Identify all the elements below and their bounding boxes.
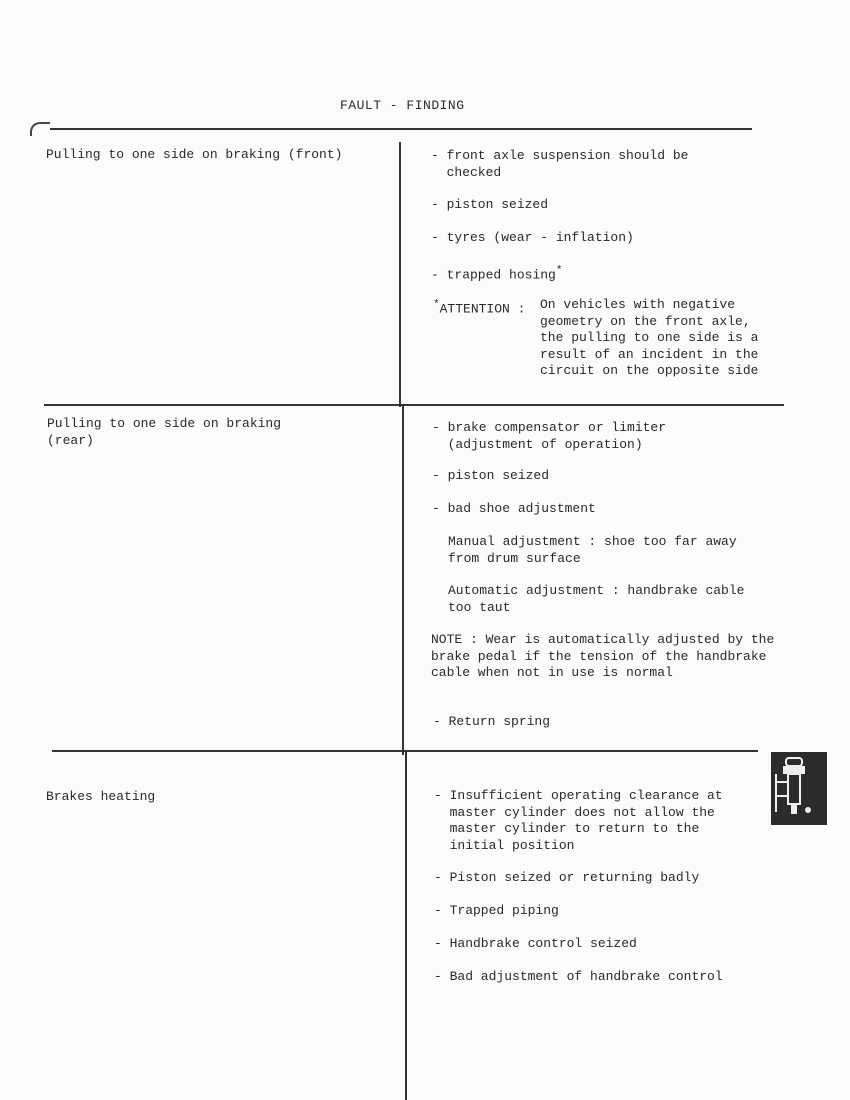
cause-item: - bad shoe adjustment [432, 501, 596, 516]
cause-item: - Return spring [433, 714, 551, 729]
asterisk: * [555, 265, 563, 277]
cause-item: - Handbrake control seized [434, 936, 637, 951]
cause-item: - tyres (wear - inflation) [431, 230, 634, 245]
section-divider [44, 404, 784, 406]
column-divider [399, 142, 401, 407]
corner-mark [30, 122, 50, 136]
section-tab [771, 752, 827, 825]
cause-item [431, 263, 562, 284]
cause-item: - piston seized [432, 468, 550, 483]
cause-item: - front axle suspension should be checked [431, 148, 689, 180]
symptom-front-pulling: Pulling to one side on braking (front) [46, 147, 343, 162]
symptom-rear-pulling: Pulling to one side on braking [47, 416, 282, 431]
asterisk: * [433, 299, 440, 311]
cause-item: - Bad adjustment of handbrake control [434, 969, 723, 984]
manual-adjustment: Manual adjustment : shoe too far away from drum surface [448, 534, 737, 566]
attention-label [433, 297, 525, 318]
attention-text: On vehicles with negative geometry on the front axle, the pulling to one side is a result of an incident in the circuit on the opposite side [540, 297, 759, 378]
cause-item: - Piston seized or returning badly [434, 870, 700, 885]
attention-label-text: ATTENTION : [439, 301, 526, 317]
title-rule [50, 128, 752, 130]
section-divider [52, 750, 758, 752]
cause-item: - piston seized [431, 197, 549, 212]
page-title: FAULT - FINDING [340, 98, 465, 113]
symptom-brakes-heating: Brakes heating [46, 789, 156, 804]
column-divider [402, 405, 404, 755]
cause-item: - Insufficient operating clearance at master cylinder does not allow the master cylinder to return to the initial position [434, 788, 723, 853]
column-divider [405, 750, 407, 1100]
cause-text: - trapped hosing [431, 267, 556, 283]
note-text: NOTE : Wear is automatically adjusted by the brake pedal if the tension of the handbrake cable when not in use is normal [431, 632, 775, 680]
brake-cylinder-icon [771, 752, 827, 825]
symptom-rear-pulling-2: (rear) [47, 433, 94, 448]
automatic-adjustment: Automatic adjustment : handbrake cable too taut [448, 583, 745, 615]
cause-item: - brake compensator or limiter (adjustment of operation) [432, 420, 667, 452]
cause-item: - Trapped piping [434, 903, 559, 918]
